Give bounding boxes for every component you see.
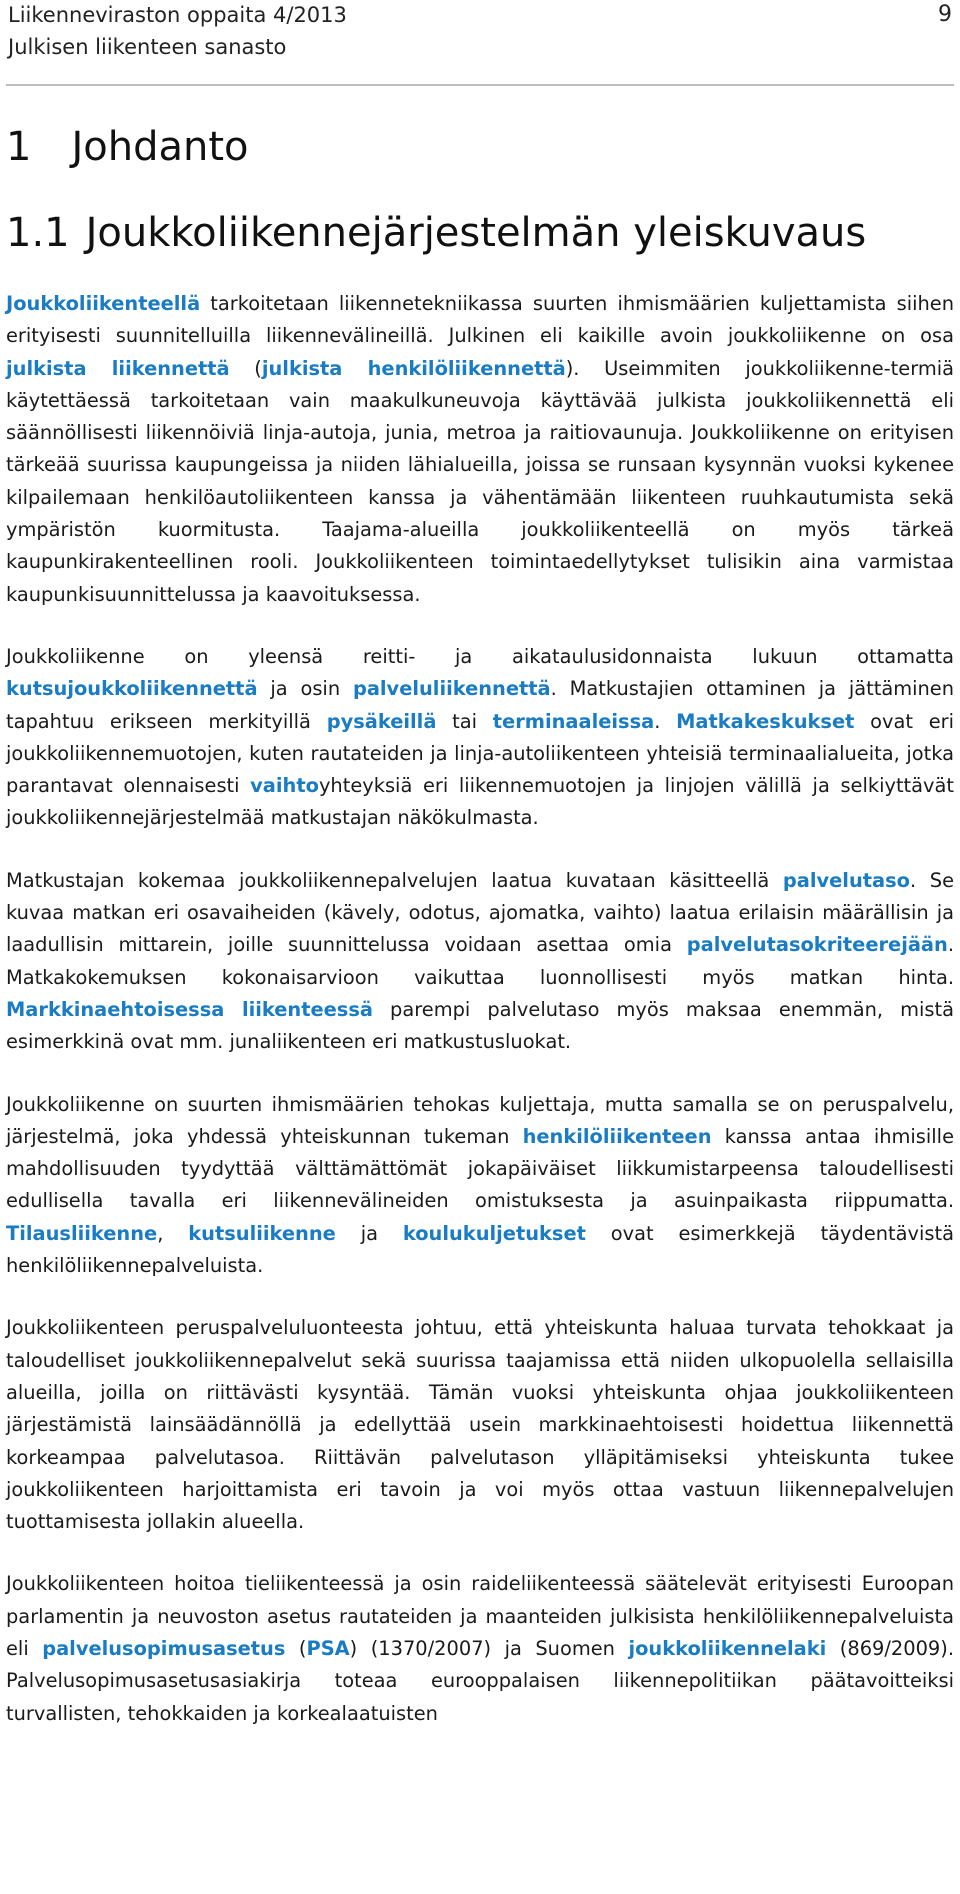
chapter-heading: [6, 122, 954, 172]
glossary-term-link[interactable]: koulukuljetukset: [402, 1221, 586, 1245]
text-run: (: [285, 1636, 307, 1660]
paragraph: [6, 641, 954, 835]
paragraph: [6, 1089, 954, 1283]
glossary-term-link[interactable]: Markkinaehtoisessa liikenteessä: [6, 997, 373, 1021]
text-run: . Matkustajien ottaminen ja jättäminen tapahtuu erikseen merkityillä: [6, 677, 954, 733]
glossary-term-link[interactable]: henkilöliikenteen: [522, 1124, 712, 1148]
text-run: . Matkakokemuksen kokonaisarvioon vaikuttaa luonnollisesti myös matkan hinta.: [6, 933, 954, 989]
glossary-term-link[interactable]: kutsujoukkoliikennettä: [6, 677, 258, 701]
paragraph: [6, 1568, 954, 1729]
text-run: (869/2009). Palvelusopimusasetusasiakirja toteaa eurooppalaisen liikennepolitiikan päätavoitteiksi turvallisten, tehokkaiden ja korkealaatuisten: [6, 1636, 954, 1725]
glossary-term-link[interactable]: pysäkeillä: [326, 709, 437, 733]
text-run: yhteyksiä eri liikennemuotojen ja linjojen välillä ja selkiyttävät joukkoliikennejärjestelmää matkustajan näkökulmasta.: [6, 774, 954, 830]
text-run: tai: [436, 709, 493, 733]
glossary-term-link[interactable]: PSA: [306, 1636, 350, 1660]
chapter-title: Johdanto: [71, 124, 249, 170]
text-run: .: [654, 709, 677, 733]
running-header: [6, 0, 954, 86]
glossary-term-link[interactable]: palvelusopimusasetus: [42, 1636, 286, 1660]
text-run: kanssa antaa ihmisille mahdollisuuden tyydyttää välttämättömät jokapäiväiset liikkumistarpeensa taloudellisesti edullisella tavalla eri liikennevälineiden omistuksesta ja asuinpaikasta riippumatta.: [6, 1124, 954, 1213]
page-number: 9: [938, 2, 952, 27]
publication-series: Liikenneviraston oppaita 4/2013: [8, 3, 347, 27]
text-run: Joukkoliikenne on yleensä reitti- ja aikataulusidonnaista lukuun ottamatta: [6, 644, 954, 668]
text-run: ). Useimmiten joukkoliikenne-termiä käytettäessä tarkoitetaan vain maakulkuneuvoja käyttävää julkista joukkoliikennettä eli säännöllisesti liikennöiviä linja-autoja, junia, metroa ja raitiovaunuja. Joukkoliikenne on erityisen tärkeää suurissa kaupungeissa ja niiden lähialueilla, joissa se runsaan kysynnän vuoksi kykenee kilpailemaan henkilöautoliikenteen kanssa ja vähentämään liikenteen ruuhkautumista sekä ympäristön kuormitusta. Taajama-alueilla joukkoliikenteellä on myös tärkeä kaupunkirakenteellinen rooli. Joukkoliikenteen toimintaedellytykset tulisikin aina varmistaa kaupunkisuunnittelussa ja kaavoituksessa.: [6, 356, 954, 606]
text-run: (: [229, 356, 262, 380]
text-run: Joukkoliikenteen peruspalveluluonteesta johtuu, että yhteiskunta haluaa turvata tehokkaat ja taloudelliset joukkoliikennepalvelut sekä suurissa taajamissa että niiden ulkopuolella sellaisilla alueilla, joilla on riittävästi kysyntää. Tämän vuoksi yhteiskunta ohjaa joukkoliikenteen järjestämistä lainsäädännöllä ja edellyttää usein markkinaehtoisesti hoidettua liikennettä korkeampaa palvelutasoa. Riittävän palvelutason ylläpitämiseksi yhteiskunta tukee joukkoliikenteen harjoittamista eri tavoin ja voi myös ottaa vastuun liikennepalvelujen tuottamisesta jollakin alueella.: [6, 1316, 954, 1534]
glossary-term-link[interactable]: julkista liikennettä: [6, 356, 230, 380]
glossary-term-link[interactable]: terminaaleissa: [492, 709, 655, 733]
text-run: ja: [335, 1221, 403, 1245]
document-title: Julkisen liikenteen sanasto: [8, 35, 287, 59]
section-heading: [6, 208, 954, 258]
glossary-term-link[interactable]: palvelutaso: [782, 868, 910, 892]
text-run: ja osin: [257, 677, 353, 701]
text-run: ovat eri joukkoliikennemuotojen, kuten rautateiden ja linja-autoliikenteen yhteisiä terminaalialueita, jotka parantavat olennaisesti: [6, 709, 954, 798]
glossary-term-link[interactable]: Matkakeskukset: [676, 709, 855, 733]
text-run: Matkustajan kokemaa joukkoliikennepalvelujen laatua kuvataan käsitteellä: [6, 868, 783, 892]
glossary-term-link[interactable]: Joukkoliikenteellä: [6, 292, 201, 315]
glossary-term-link[interactable]: Tilausliikenne: [6, 1221, 158, 1245]
glossary-term-link[interactable]: kutsuliikenne: [188, 1221, 336, 1245]
glossary-term-link[interactable]: palvelutasokriteerejään: [686, 933, 948, 957]
text-run: Joukkoliikenne on suurten ihmismäärien tehokas kuljettaja, mutta samalla se on peruspalvelu, järjestelmä, joka yhdessä yhteiskunnan tukeman: [6, 1092, 954, 1148]
body-text: [6, 288, 954, 1730]
glossary-term-link[interactable]: joukkoliikennelaki: [628, 1636, 827, 1660]
paragraph: [6, 1312, 954, 1538]
glossary-term-link[interactable]: vaihto: [250, 774, 319, 798]
chapter-number: 1: [6, 124, 32, 170]
paragraph: [6, 288, 954, 611]
text-run: ,: [157, 1221, 189, 1245]
text-run: ) (1370/2007) ja Suomen: [349, 1636, 629, 1660]
section-title: Joukkoliikennejärjestelmän yleiskuvaus: [85, 210, 867, 256]
paragraph: [6, 865, 954, 1059]
text-run: ovat esimerkkejä täydentävistä henkilöliikennepalveluista.: [6, 1221, 954, 1278]
text-run: parempi palvelutaso myös maksaa enemmän, mistä esimerkkinä ovat mm. junaliikenteen eri matkustusluokat.: [6, 997, 954, 1054]
text-run: tarkoitetaan liikennetekniikassa suurten ihmismäärien kuljettamista siihen erityisesti suunnitelluilla liikennevälineillä. Julkinen eli kaikille avoin joukkoliikenne on osa: [6, 292, 954, 348]
text-run: Joukkoliikenteen hoitoa tieliikenteessä ja osin raideliikenteessä säätelevät erityisesti Euroopan parlamentin ja neuvoston asetus rautateiden ja maanteiden julkisista henkilöliikennepalveluista eli: [6, 1572, 954, 1660]
text-run: . Se kuvaa matkan eri osavaiheiden (kävely, odotus, ajomatka, vaihto) laatua erilaisin määrällisin ja laadullisin mittarein, joille suunnittelussa voidaan asettaa omia: [6, 868, 954, 957]
glossary-term-link[interactable]: julkista henkilöliikennettä: [261, 356, 566, 380]
section-number: 1.1: [6, 210, 70, 256]
glossary-term-link[interactable]: palveluliikennettä: [352, 677, 551, 701]
